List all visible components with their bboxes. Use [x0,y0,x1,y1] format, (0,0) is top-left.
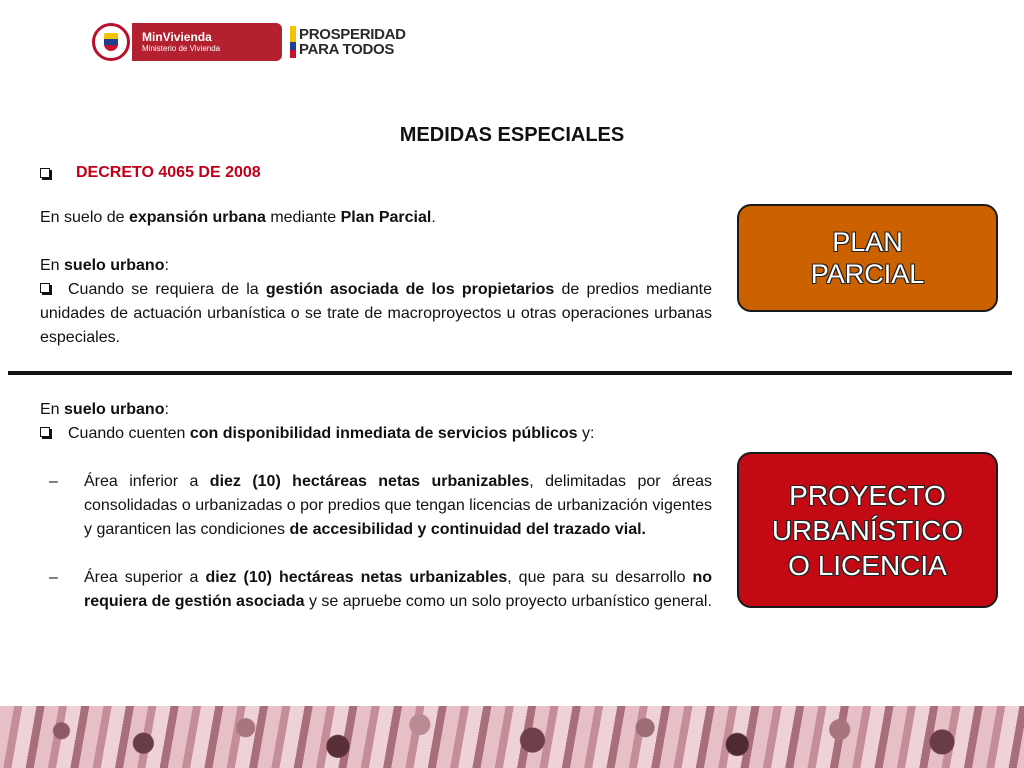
paragraph [40,206,712,230]
text: Área superior a [84,569,206,586]
section-divider [8,371,1012,375]
plan-parcial-box [737,204,998,312]
decree-heading [40,164,261,182]
dash-bullet: – [49,569,58,586]
paragraph [40,398,712,422]
text: : [164,401,169,418]
box-line: PARCIAL [810,259,925,289]
bold-text: de accesibilidad y continuidad del trazado vial. [289,521,646,538]
bullet-item [40,278,712,350]
box-line: PLAN [832,227,903,257]
minvivienda-logo [132,23,282,61]
text: . [431,209,436,226]
prosperidad-logo [290,26,406,58]
section-expansion [40,206,712,350]
ministry-sub: Ministerio de Vivienda [142,44,221,53]
bold-text: expansión urbana [128,209,266,226]
flag-bar-icon [290,26,296,58]
text: En [40,401,65,418]
checkbox-bullet-icon [40,283,50,293]
text: Área inferior a [84,473,210,490]
text: En suelo de [40,209,129,226]
checkbox-bullet-icon [40,168,50,178]
text: de predios mediante unidades de actuación urbanística o se trate de macroproyectos u otras operaciones urbanas especiales. [40,281,713,346]
bold-text: no requiera de gestión asociada [84,569,713,610]
bold-text: Plan Parcial [340,209,432,226]
bold-text: suelo urbano [64,401,165,418]
text: mediante [265,209,341,226]
text: , que para su desarrollo [507,569,693,586]
box-line: O LICENCIA [788,549,947,581]
proyecto-urbanistico-box [737,452,998,608]
text: Cuando se requiera de la [68,281,266,298]
text: En [40,257,65,274]
text: , delimitadas por áreas consolidadas o urbanizadas o por predios que tengan licencias de urbanización vigentes y garanticen las condiciones [84,473,712,538]
dash-bullet: – [49,473,58,490]
decree-label: DECRETO 4065 DE 2008 [76,164,261,181]
box-line: PROYECTO [789,479,946,511]
header-logos [92,22,406,62]
section-urbano [40,398,712,614]
dash-item [40,470,712,542]
ministry-name: MinVivienda [142,30,212,44]
bold-text: suelo urbano [64,257,165,274]
bold-text: gestión asociada de los propietarios [265,281,555,298]
text: y: [577,425,595,442]
text: y se apruebe como un solo proyecto urbanístico general. [304,593,712,610]
bold-text: diez (10) hectáreas netas urbanizables [209,473,530,490]
bullet-item [40,422,712,446]
colombia-seal-icon [92,23,130,61]
paragraph [40,254,712,278]
checkbox-bullet-icon [40,427,50,437]
dash-item [40,566,712,614]
slogan-line1: PROSPERIDAD [299,26,406,43]
text: : [164,257,169,274]
box-line: URBANÍSTICO [771,514,964,546]
bold-text: diez (10) hectáreas netas urbanizables [205,569,508,586]
text: Cuando cuenten [68,425,190,442]
page-title: MEDIDAS ESPECIALES [399,124,625,146]
bold-text: con disponibilidad inmediata de servicios públicos [189,425,578,442]
slogan-line2: PARA TODOS [299,41,395,58]
crowd-photo-banner [0,706,1024,768]
